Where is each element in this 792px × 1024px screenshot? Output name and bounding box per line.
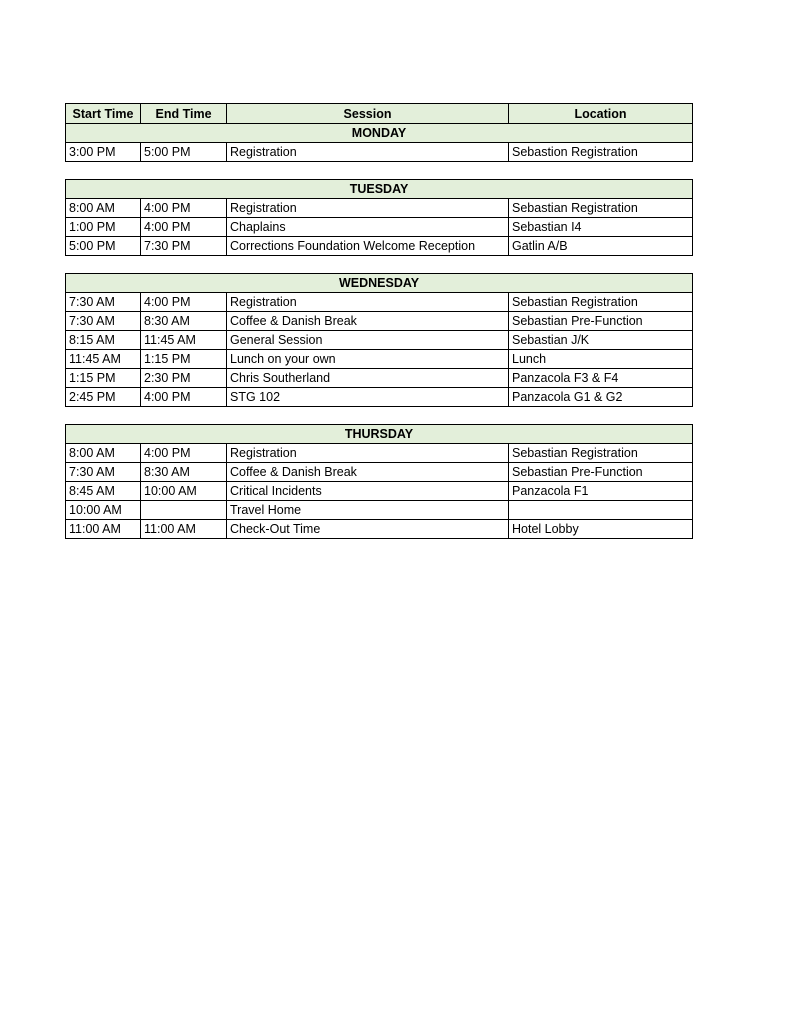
session-cell: Critical Incidents: [227, 482, 509, 501]
session-cell: Registration: [227, 143, 509, 162]
session-cell: STG 102: [227, 388, 509, 407]
day-row: [66, 124, 693, 143]
header-end-time: End Time: [141, 104, 227, 124]
end-time-cell: 11:45 AM: [141, 331, 227, 350]
end-time-cell: 4:00 PM: [141, 388, 227, 407]
start-time-cell: 5:00 PM: [66, 237, 141, 256]
table-row: [66, 482, 693, 501]
location-cell: Lunch: [509, 350, 693, 369]
location-cell: Sebastian J/K: [509, 331, 693, 350]
day-label: TUESDAY: [66, 180, 693, 199]
day-label: WEDNESDAY: [66, 274, 693, 293]
day-table-monday: [65, 103, 693, 162]
session-cell: Coffee & Danish Break: [227, 312, 509, 331]
location-cell: Panzacola F3 & F4: [509, 369, 693, 388]
session-cell: Lunch on your own: [227, 350, 509, 369]
end-time-cell: 11:00 AM: [141, 520, 227, 539]
day-row: [66, 274, 693, 293]
session-cell: Registration: [227, 293, 509, 312]
end-time-cell: 1:15 PM: [141, 350, 227, 369]
location-cell: Gatlin A/B: [509, 237, 693, 256]
day-row: [66, 425, 693, 444]
day-table-tuesday: [65, 179, 693, 256]
start-time-cell: 8:15 AM: [66, 331, 141, 350]
session-cell: Coffee & Danish Break: [227, 463, 509, 482]
table-row: [66, 143, 693, 162]
day-label: MONDAY: [66, 124, 693, 143]
end-time-cell: 10:00 AM: [141, 482, 227, 501]
start-time-cell: 8:00 AM: [66, 444, 141, 463]
day-row: [66, 180, 693, 199]
table-row: [66, 463, 693, 482]
location-cell: Sebastian Registration: [509, 444, 693, 463]
start-time-cell: 7:30 AM: [66, 463, 141, 482]
end-time-cell: 5:00 PM: [141, 143, 227, 162]
day-label: THURSDAY: [66, 425, 693, 444]
table-row: [66, 199, 693, 218]
day-table-wednesday: [65, 273, 693, 407]
start-time-cell: 8:45 AM: [66, 482, 141, 501]
location-cell: Sebastion Registration: [509, 143, 693, 162]
end-time-cell: 4:00 PM: [141, 199, 227, 218]
table-row: [66, 444, 693, 463]
start-time-cell: 8:00 AM: [66, 199, 141, 218]
location-cell: Hotel Lobby: [509, 520, 693, 539]
header-session: Session: [227, 104, 509, 124]
table-row: [66, 293, 693, 312]
table-row: [66, 369, 693, 388]
session-cell: Travel Home: [227, 501, 509, 520]
start-time-cell: 11:00 AM: [66, 520, 141, 539]
location-cell: Sebastian Pre-Function: [509, 463, 693, 482]
header-row: [66, 104, 693, 124]
start-time-cell: 1:00 PM: [66, 218, 141, 237]
location-cell: Sebastian I4: [509, 218, 693, 237]
schedule: [65, 103, 692, 539]
table-row: [66, 218, 693, 237]
table-row: [66, 520, 693, 539]
location-cell: Sebastian Pre-Function: [509, 312, 693, 331]
table-row: [66, 312, 693, 331]
table-row: [66, 388, 693, 407]
location-cell: Sebastian Registration: [509, 293, 693, 312]
end-time-cell: 2:30 PM: [141, 369, 227, 388]
table-row: [66, 331, 693, 350]
header-start-time: Start Time: [66, 104, 141, 124]
end-time-cell: 4:00 PM: [141, 218, 227, 237]
header-location: Location: [509, 104, 693, 124]
table-row: [66, 350, 693, 369]
end-time-cell: 7:30 PM: [141, 237, 227, 256]
start-time-cell: 7:30 AM: [66, 293, 141, 312]
session-cell: General Session: [227, 331, 509, 350]
start-time-cell: 7:30 AM: [66, 312, 141, 331]
location-cell: Panzacola G1 & G2: [509, 388, 693, 407]
end-time-cell: 8:30 AM: [141, 463, 227, 482]
start-time-cell: 2:45 PM: [66, 388, 141, 407]
location-cell: Panzacola F1: [509, 482, 693, 501]
session-cell: Chris Southerland: [227, 369, 509, 388]
session-cell: Registration: [227, 444, 509, 463]
end-time-cell: 4:00 PM: [141, 444, 227, 463]
table-row: [66, 237, 693, 256]
session-cell: Registration: [227, 199, 509, 218]
day-table-thursday: [65, 424, 693, 539]
start-time-cell: 11:45 AM: [66, 350, 141, 369]
session-cell: Chaplains: [227, 218, 509, 237]
session-cell: Corrections Foundation Welcome Reception: [227, 237, 509, 256]
location-cell: Sebastian Registration: [509, 199, 693, 218]
start-time-cell: 10:00 AM: [66, 501, 141, 520]
session-cell: Check-Out Time: [227, 520, 509, 539]
end-time-cell: 8:30 AM: [141, 312, 227, 331]
end-time-cell: [141, 501, 227, 520]
location-cell: [509, 501, 693, 520]
start-time-cell: 1:15 PM: [66, 369, 141, 388]
end-time-cell: 4:00 PM: [141, 293, 227, 312]
start-time-cell: 3:00 PM: [66, 143, 141, 162]
table-row: [66, 501, 693, 520]
